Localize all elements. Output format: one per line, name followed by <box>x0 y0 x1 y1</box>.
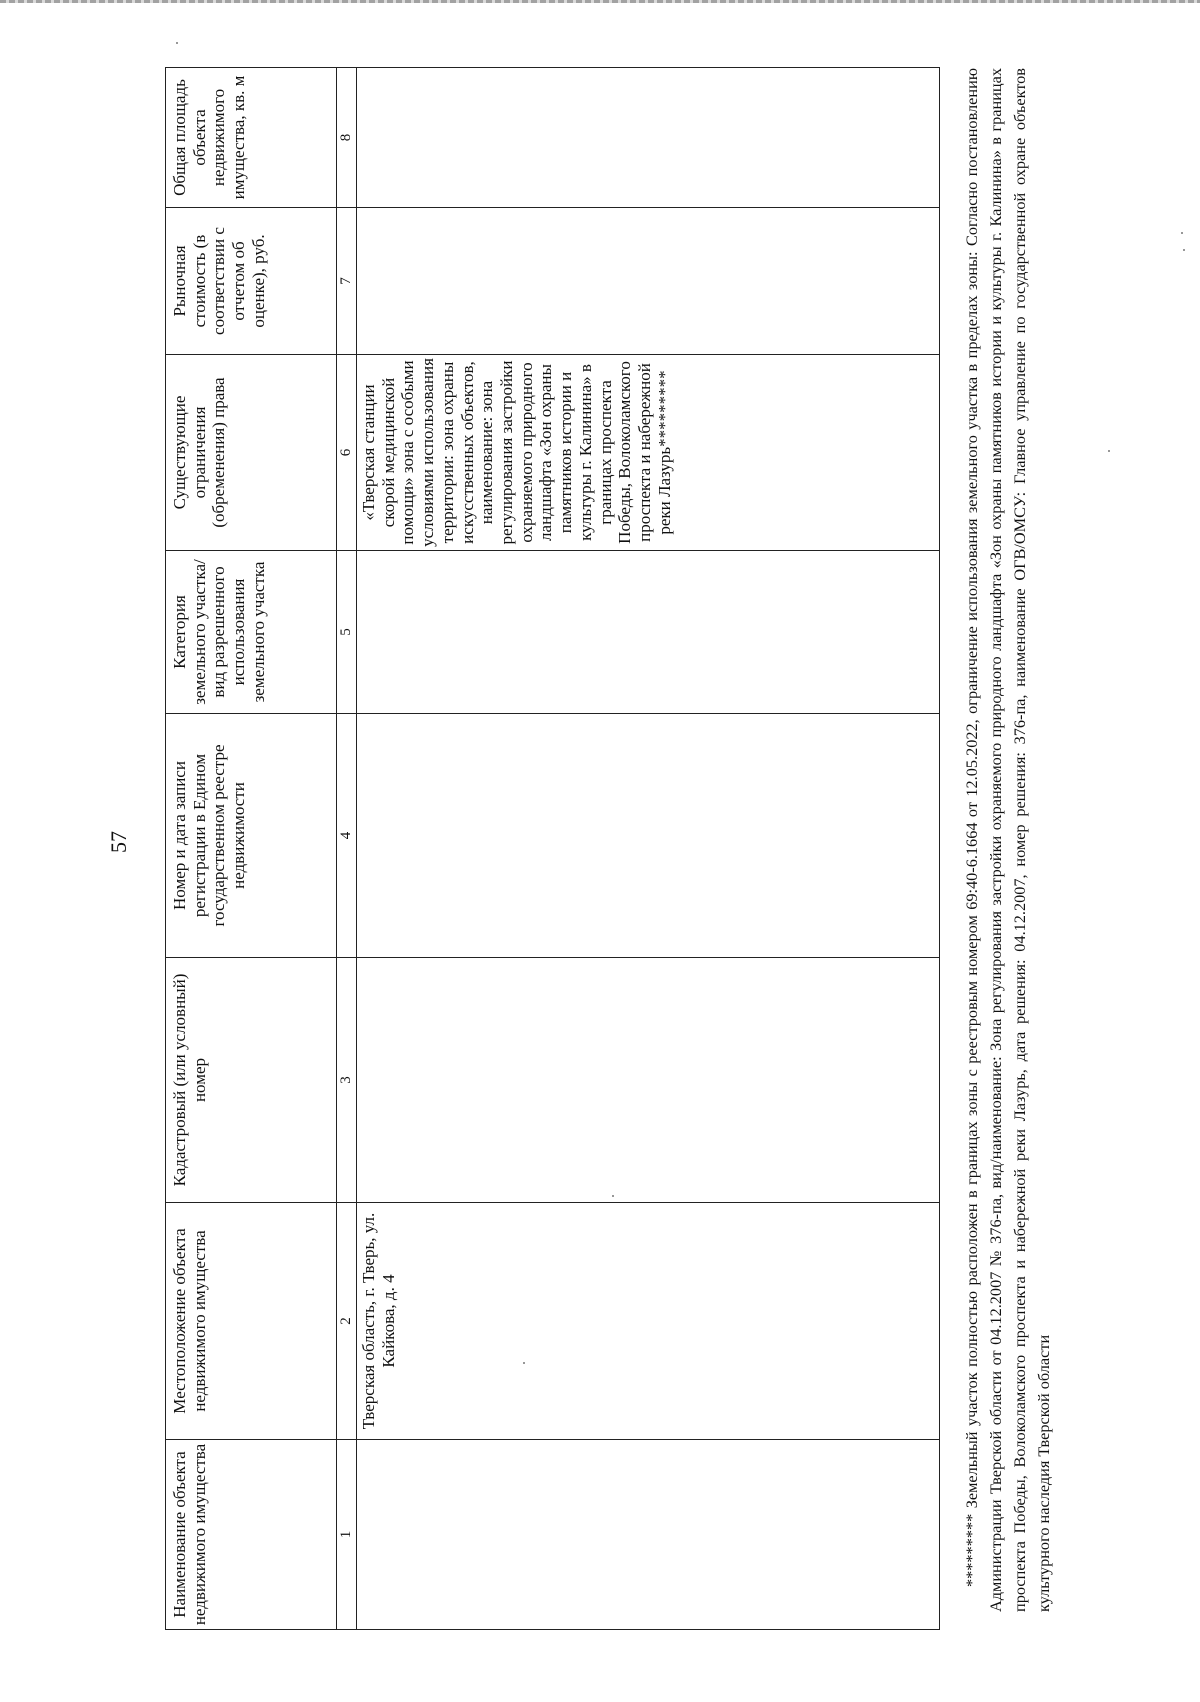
cell-land-category <box>357 551 940 714</box>
header-area: Общая площадь объекта недвижимого имущества, кв. м <box>166 68 337 208</box>
cell-restrictions: «Тверская станции скорой медицинской помощи» зона с особыми условиями использования территории: зона охраны искусственных объектов, наименование: зона регулирования застройки охраняемого природного ландшафта «Зон охраны памятников истории и культуры г. Калинина» в границах проспекта Победы, Волоколамского проспекта и набережной реки Лазурь********* <box>357 355 940 551</box>
property-table <box>165 67 940 1630</box>
footnote: ********* Земельный участок полностью расположен в границах зоны с реестровым номером 69:40-6.1664 от 12.05.2022, ограничение использования земельного участка в пределах зоны: Согласно постановлению Администрации Тверской области от 04.12.2007 № 376-па, вид/наименование: Зона регулирования застройки охраняемого природного ландшафта «Зон охраны памятников истории и культуры г. Калинина» в границах проспекта Победы, Волоколамского проспекта и набережной реки Лазурь, дата решения: 04.12.2007, номер решения: 376-па, наименование ОГВ/ОМСУ: Главное управление по государственной охране объектов культурного наследия Тверской области <box>962 68 1053 1612</box>
column-number: 3 <box>337 958 357 1203</box>
scan-speck <box>523 1362 525 1364</box>
scan-speck <box>1181 232 1183 234</box>
column-number-row <box>337 68 357 1630</box>
scan-speck <box>1108 450 1110 452</box>
cell-object-name <box>357 1440 940 1630</box>
table-row <box>357 68 940 1630</box>
column-number: 7 <box>337 208 357 355</box>
column-number: 2 <box>337 1203 357 1440</box>
cell-area <box>357 68 940 208</box>
cell-location: Тверская область, г. Тверь, ул. Кайкова, д. 4 <box>357 1203 940 1440</box>
cell-market-value <box>357 208 940 355</box>
column-number: 4 <box>337 714 357 958</box>
header-market-value: Рыночная стоимость (в соответствии с отчетом об оценке), руб. <box>166 208 337 355</box>
page-number: 57 <box>106 831 131 853</box>
scan-speck <box>1183 249 1185 251</box>
cell-registration-record <box>357 714 940 958</box>
scan-speck <box>176 42 178 44</box>
cell-cadastral-number <box>357 958 940 1203</box>
column-number: 6 <box>337 355 357 551</box>
header-registration-record: Номер и дата записи регистрации в Едином государственном реестре недвижимости <box>166 714 337 958</box>
column-number: 5 <box>337 551 357 714</box>
column-number: 8 <box>337 68 357 208</box>
scan-speck <box>612 1195 614 1197</box>
header-location: Местоположение объекта недвижимого имущества <box>166 1203 337 1440</box>
header-cadastral-number: Кадастровый (или условный) номер <box>166 958 337 1203</box>
header-restrictions: Существующие ограничения (обременения) права <box>166 355 337 551</box>
header-object-name: Наименование объекта недвижимого имущества <box>166 1440 337 1630</box>
column-number: 1 <box>337 1440 357 1630</box>
header-land-category: Категория земельного участка/вид разрешенного использования земельного участка <box>166 551 337 714</box>
header-row <box>166 68 337 1630</box>
